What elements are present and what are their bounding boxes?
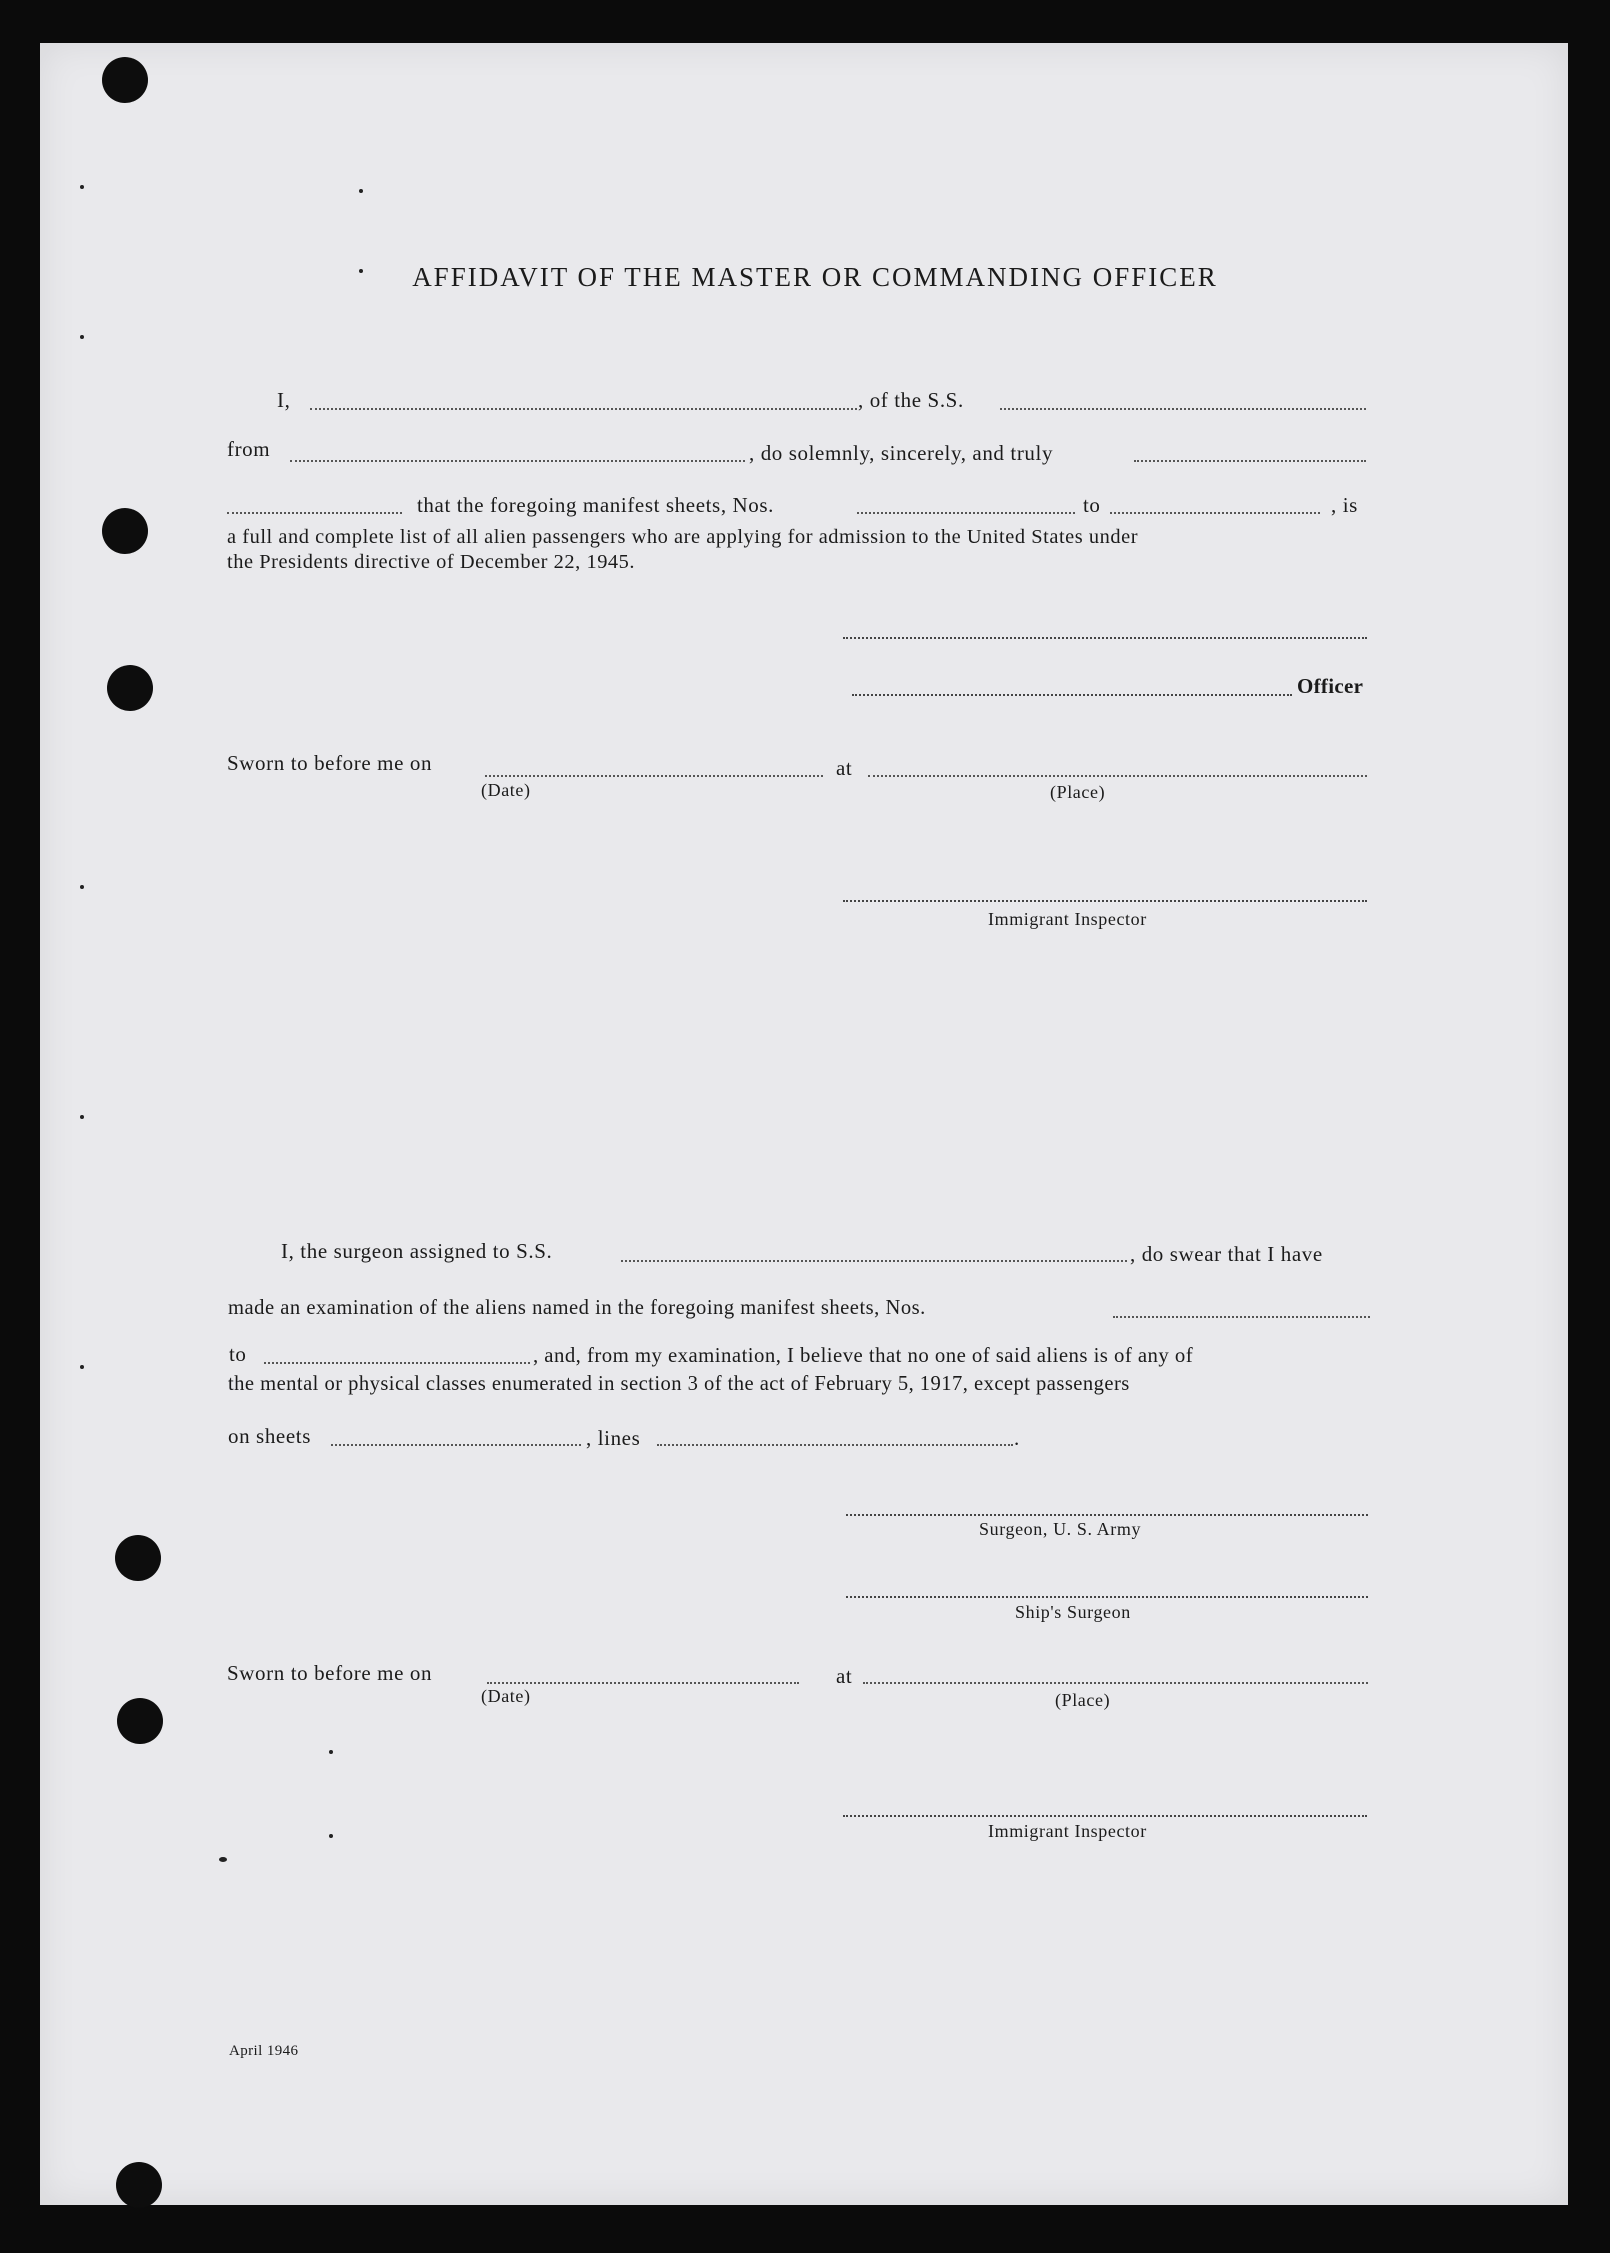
master-line5: the Presidents directive of December 22, 1945.: [227, 551, 636, 573]
sworn2-date-field[interactable]: [487, 1682, 799, 1684]
inspector-signature-line[interactable]: [843, 900, 1367, 902]
sworn2-place-field[interactable]: [863, 1682, 1368, 1684]
except-lines-field[interactable]: [657, 1444, 1013, 1446]
speck: [329, 1750, 333, 1754]
army-surgeon-label: Surgeon, U. S. Army: [979, 1519, 1142, 1539]
master-line3-to: to: [1083, 493, 1101, 517]
sworn-place-field[interactable]: [868, 775, 1367, 777]
officer-signature-line[interactable]: [852, 694, 1292, 696]
speck: [80, 335, 84, 339]
ship-name-field[interactable]: [1000, 408, 1366, 410]
place-caption: (Place): [1050, 782, 1106, 802]
signature-line[interactable]: [843, 637, 1367, 639]
page-title: AFFIDAVIT OF THE MASTER OR COMMANDING OFFICER: [412, 262, 1218, 292]
sheets-from-field[interactable]: [857, 512, 1075, 514]
from-port-field[interactable]: [290, 460, 745, 462]
surgeon-ship-field[interactable]: [621, 1260, 1127, 1262]
punch-hole: [107, 665, 153, 711]
sheets-to-field[interactable]: [1110, 512, 1320, 514]
speck: [80, 1115, 84, 1119]
surgeon-line1-end: , do swear that I have: [1130, 1242, 1323, 1266]
speck: [359, 189, 363, 193]
master-name-field[interactable]: [310, 408, 857, 410]
punch-hole: [116, 2162, 162, 2208]
surgeon-line3-start: to: [229, 1342, 247, 1366]
oath-word-field[interactable]: [1134, 460, 1366, 462]
surgeon-sheets-field[interactable]: [1113, 1316, 1370, 1318]
surgeon-line1-start: I, the surgeon assigned to S.S.: [281, 1239, 553, 1263]
master-line4: a full and complete list of all alien passengers who are applying for admission to the United States under: [227, 526, 1139, 548]
surgeon-line4: the mental or physical classes enumerated in section 3 of the act of February 5, 1917, except passengers: [228, 1373, 1130, 1395]
master-line3-end: , is: [1331, 493, 1358, 517]
punch-hole: [102, 508, 148, 554]
sworn-prefix: Sworn to before me on: [227, 751, 433, 775]
date-caption-2: (Date): [481, 1686, 531, 1706]
oath-verb-field[interactable]: [227, 512, 402, 514]
punch-hole: [102, 57, 148, 103]
speck: [80, 185, 84, 189]
master-line2-mid: , do solemnly, sincerely, and truly: [749, 441, 1054, 465]
army-surgeon-signature-line[interactable]: [846, 1514, 1368, 1516]
master-line3-mid: that the foregoing manifest sheets, Nos.: [417, 493, 775, 517]
officer-label: Officer: [1297, 674, 1364, 698]
surgeon-line5-start: on sheets: [228, 1424, 311, 1448]
master-line2-start: from: [227, 437, 271, 461]
place-caption-2: (Place): [1055, 1690, 1111, 1710]
ship-surgeon-label: Ship's Surgeon: [1015, 1602, 1131, 1622]
surgeon-line5-mid: , lines: [586, 1426, 641, 1450]
sworn-at: at: [836, 756, 853, 780]
date-caption: (Date): [481, 780, 531, 800]
sworn2-prefix: Sworn to before me on: [227, 1661, 433, 1685]
punch-hole: [117, 1698, 163, 1744]
inspector2-signature-line[interactable]: [843, 1815, 1367, 1817]
sworn2-at: at: [836, 1664, 853, 1688]
form-date-footer: April 1946: [229, 2043, 299, 2059]
surgeon-line5-end: .: [1014, 1426, 1020, 1450]
master-line1-start: I,: [277, 388, 291, 412]
surgeon-to-field[interactable]: [264, 1362, 530, 1364]
inspector2-label: Immigrant Inspector: [988, 1821, 1147, 1841]
surgeon-line3-mid: , and, from my examination, I believe that no one of said aliens is of any of: [533, 1344, 1194, 1367]
speck: [329, 1834, 333, 1838]
sworn-date-field[interactable]: [485, 775, 823, 777]
surgeon-line2: made an examination of the aliens named in the foregoing manifest sheets, Nos.: [228, 1297, 926, 1319]
inspector-label: Immigrant Inspector: [988, 909, 1147, 929]
ship-surgeon-signature-line[interactable]: [846, 1596, 1368, 1598]
speck: [219, 1857, 227, 1862]
speck: [80, 1365, 84, 1369]
except-sheets-field[interactable]: [331, 1444, 581, 1446]
punch-hole: [115, 1535, 161, 1581]
master-line1-mid: , of the S.S.: [858, 388, 964, 412]
form-sheet: [40, 43, 1568, 2205]
speck: [80, 885, 84, 889]
